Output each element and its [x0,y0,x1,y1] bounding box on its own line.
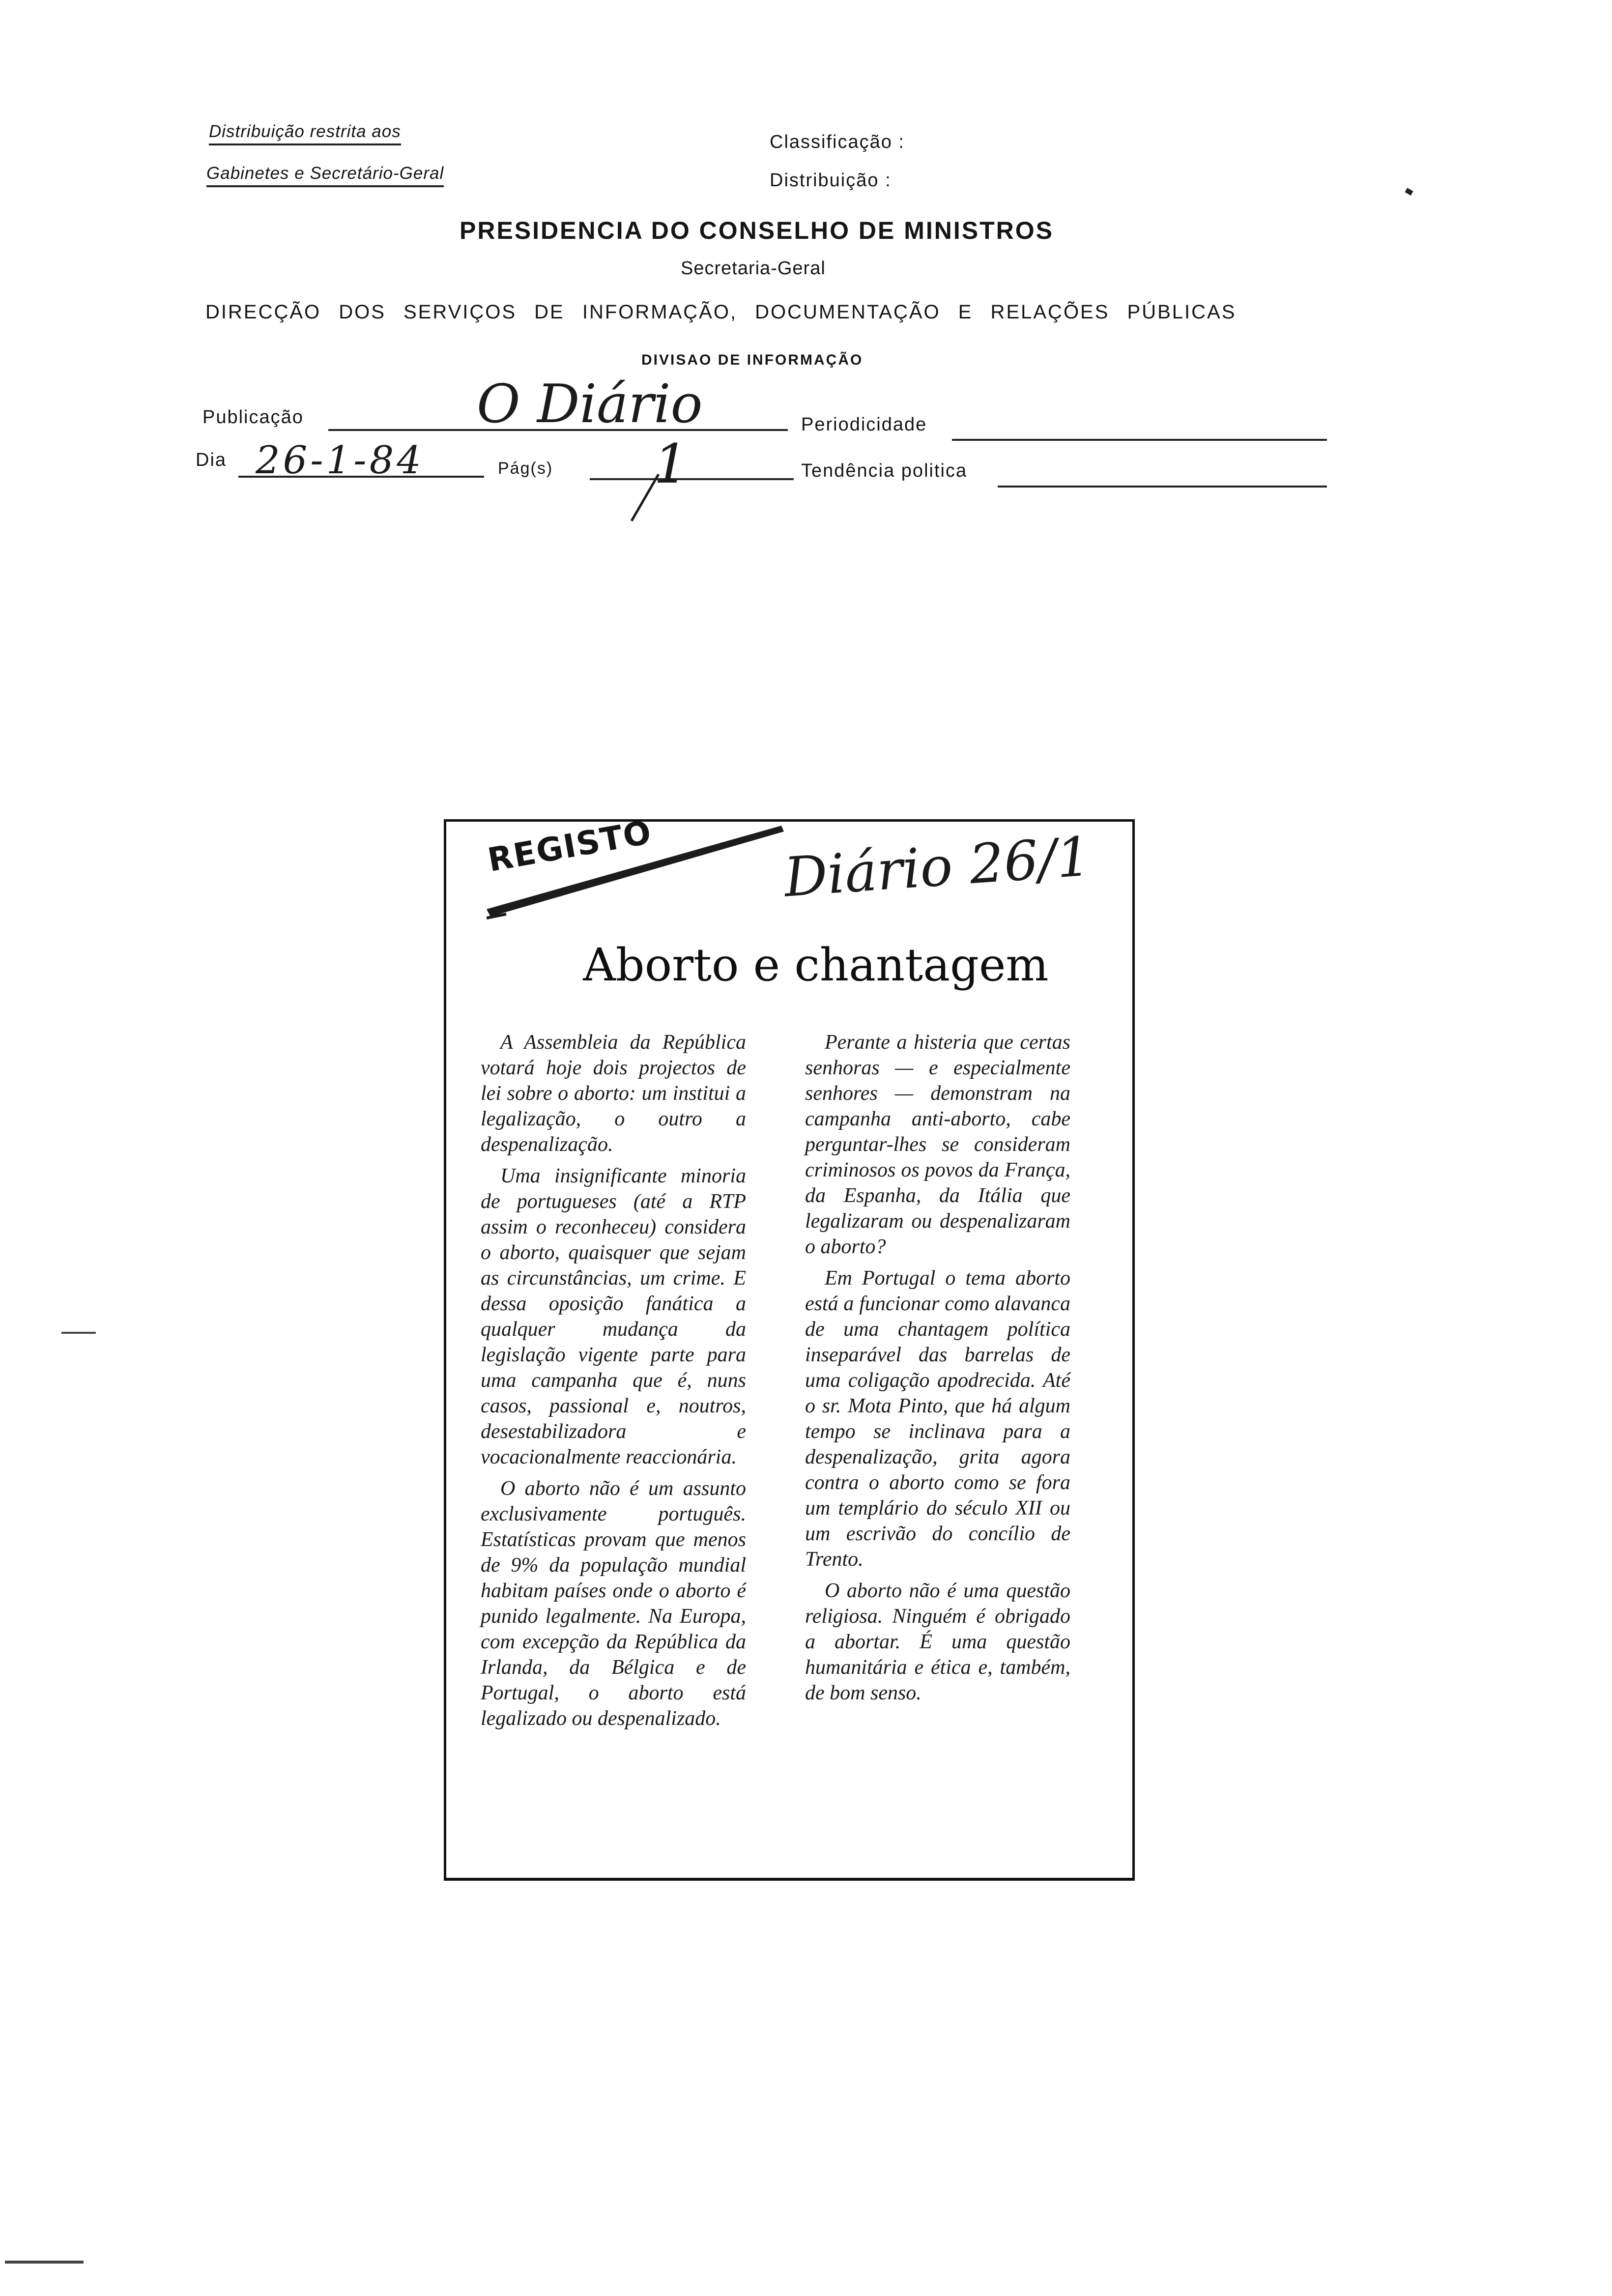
scan-speck [61,1332,96,1334]
secretariat-subtitle: Secretaria-Geral [681,258,826,279]
scan-speck [1405,188,1413,196]
right-paragraph: O aborto não é uma questão religiosa. Ninguém é obrigado a abortar. É uma questão humanitária e ética e, também, de bom senso. [805,1579,1070,1704]
left-paragraph: Uma insignificante minoria de portugueses (até a RTP assim o reconheceu) considera o aborto, quaisquer que sejam as circunstâncias, um crime. E dessa oposição fanática a qualquer mudança da legislação vigente parte para uma campanha que é, nuns casos, passional e, noutros, desestabilizadora e vocacionalmente reaccionária. [481,1165,746,1468]
division-line: DIVISAO DE INFORMAÇÃO [641,352,864,368]
article-headline: Aborto e chantagem [583,939,1049,991]
right-paragraph: Perante a histeria que certas senhoras — e especialmente senhores — demonstram na campanha anti-aborto, cabe perguntar-lhes se consideram criminosos os povos da França, da Espanha, da Itália que legalizaram ou despenalizaram o aborto? [805,1031,1070,1258]
left-paragraph: A Assembleia da República votará hoje dois projectos de lei sobre o aborto: um institui a legalização, o outro a despenalização. [481,1031,746,1156]
distribution-restricted-line2: Gabinetes e Secretário-Geral [206,164,444,187]
periodicity-label: Periodicidade [801,414,927,435]
classification-label: Classificação : [770,132,905,152]
ministry-title: PRESIDENCIA DO CONSELHO DE MINISTROS [460,217,1054,244]
political-tendency-line [998,486,1327,488]
article-left-column [481,1030,746,1731]
article-right-column [805,1030,1070,1706]
pages-line [590,478,794,480]
registo-underline-swoosh [487,821,791,924]
periodicity-line [952,439,1327,441]
pages-tick-mark [624,472,663,526]
pages-handwritten-value: 1 [654,432,688,495]
political-tendency-label: Tendência politica [801,460,968,481]
scan-speck [5,2261,84,2264]
registo-section-label: REGISTO [485,813,655,879]
distribution-restricted-line1: Distribuição restrita aos [209,122,401,145]
directorate-line: DIRECÇÃO DOS SERVIÇOS DE INFORMAÇÃO, DOCUMENTAÇÃO E RELAÇÕES PÚBLICAS [205,301,1237,323]
right-paragraph: Em Portugal o tema aborto está a funcionar como alavanca de uma chantagem política inseparável das barrelas de uma coligação apodrecida. Até o sr. Mota Pinto, que há algum tempo se inclinava para a despenalização, grita agora contra o aborto como se fora um templário do século XII ou um escrivão do concílio de Trento. [805,1267,1070,1571]
distribution-label: Distribuição : [770,170,892,191]
pages-label: Pág(s) [498,459,553,478]
publication-handwritten-value: O Diário [477,373,703,435]
day-handwritten-value: 26-1-84 [256,438,424,483]
publication-label: Publicação [202,407,304,428]
left-paragraph: O aborto não é um assunto exclusivamente português. Estatísticas provam que menos de 9% da população mundial habitam países onde o aborto é punido legalmente. Na Europa, com excepção da República da Irlanda, da Bélgica e de Portugal, o aborto está legalizado ou despenalizado. [481,1477,746,1730]
handwritten-clipping-note: Diário 26/1 [782,825,1093,909]
day-label: Dia [196,450,227,470]
